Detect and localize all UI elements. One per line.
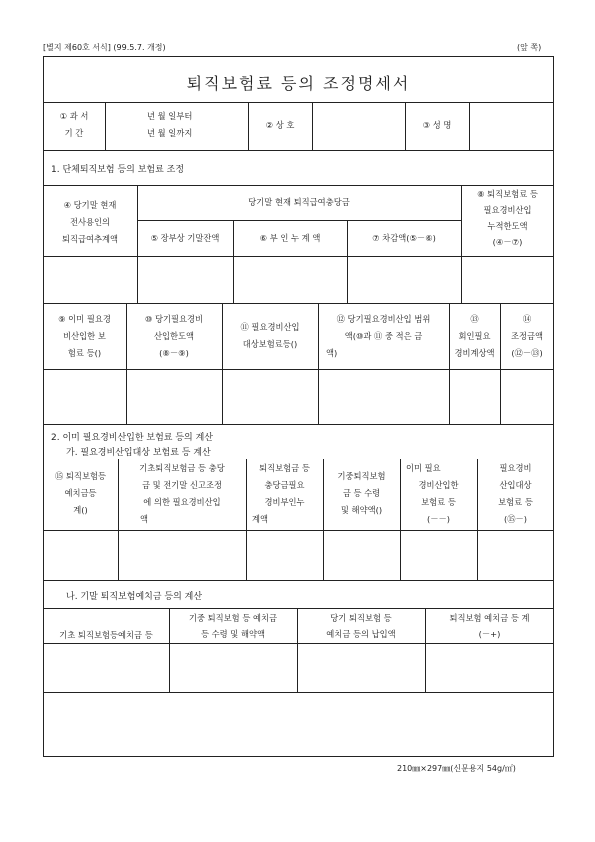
a6-line3: 보험료 등 (498, 497, 533, 507)
a1-line2: 예치금등 (64, 488, 97, 498)
col10-line2: 산입한도액 (153, 331, 195, 341)
rule-info-bottom (43, 150, 554, 151)
col6-header: ⑥ 부 인 누 계 액 (259, 233, 321, 243)
b2-line1: 기중 퇴직보험 등 예치금 (188, 613, 278, 623)
name-label: ③ 성 명 (422, 120, 452, 130)
col14-line2: 조정금액 (510, 331, 544, 341)
col14-line3: (⑫－⑬) (511, 348, 543, 358)
b2-line2: 등 수령 및 해약액 (200, 629, 266, 639)
vline (469, 102, 470, 150)
a1-line1: ⑮ 퇴직보험등 (54, 471, 106, 481)
rule-a-data-bottom (43, 580, 554, 581)
a3-line1: 퇴직보험금 등 (259, 463, 310, 473)
a2-line4: 액 (140, 514, 149, 524)
a6-line4: (⑮－) (503, 514, 528, 524)
page-side-label: (앞 쪽) (517, 43, 542, 52)
rule-sub-b-heading (43, 608, 554, 609)
col9-line3: 험료 등() (67, 348, 102, 358)
period-label-1: ① 과 서 (59, 111, 89, 121)
rule-group-header (137, 220, 461, 221)
section2-sub-b: 나. 기말 퇴직보험예치금 등의 계산 (66, 592, 203, 602)
vline (312, 102, 313, 150)
col12-line2: 액(⑩과 ⑪ 중 적은 금 (344, 331, 423, 341)
rule-row1-data-bottom (43, 303, 554, 304)
rule-row1-header-bottom (43, 256, 554, 257)
col8-line2: 필요경비산입 (483, 205, 532, 215)
a4-line2: 금 등 수령 (342, 488, 381, 498)
a6-line2: 산입대상 (499, 480, 532, 490)
a4-line3: 및 해약액() (340, 505, 383, 515)
a5-line1: 이미 필요 (406, 463, 441, 473)
rule-row2-data-bottom (43, 424, 554, 425)
form-id: [별지 제60호 서식] (99.5.7. 개정) (43, 43, 166, 52)
b1-header: 기초 퇴직보험등예치금 등 (59, 630, 153, 640)
vline (105, 102, 106, 150)
col13-line2: 회인필요 (458, 331, 491, 341)
rule-title-bottom (43, 102, 554, 103)
rule-b-data-bottom (43, 692, 554, 693)
b4-line1: 퇴직보험 예치금 등 계 (449, 613, 530, 623)
col4-line3: 퇴직급여추계액 (61, 234, 119, 244)
a2-line2: 금 및 전기말 신고조정 (141, 480, 223, 490)
col4-line1: ④ 당기말 현재 (63, 200, 117, 210)
period-label-2: 기 간 (64, 128, 84, 138)
col9-line2: 비산입한 보 (63, 331, 106, 341)
a1-line3: 계() (73, 505, 88, 515)
col10-line1: ⑩ 당기필요경비 (144, 314, 204, 324)
group-header: 당기말 현재 퇴직급여충당금 (248, 197, 350, 207)
col13-line3: 경비계상액 (454, 348, 495, 358)
a2-line3: 에 의한 필요경비산입 (143, 497, 221, 507)
section1-heading: 1. 단체퇴직보험 등의 보험료 조정 (51, 165, 185, 175)
a3-line4: 계액 (252, 514, 269, 524)
a5-line4: (－－) (426, 514, 451, 524)
col8-line3: 누적한도액 (487, 221, 528, 231)
col14-line1: ⑭ (522, 314, 532, 324)
col5-header: ⑤ 장부상 기말잔액 (150, 233, 220, 243)
page-title: 퇴직보험료 등의 조정명세서 (186, 74, 411, 93)
b3-line1: 당기 퇴직보험 등 (330, 613, 392, 623)
col8-line4: (④－⑦) (492, 237, 523, 247)
a3-line3: 경비부인누 (264, 497, 305, 507)
col12-line3: 액) (326, 348, 338, 358)
a5-line2: 경비산입한 (418, 480, 459, 490)
col10-line3: (⑧－⑨) (159, 348, 189, 358)
period-from: 년 월 일부터 (147, 111, 193, 121)
a3-line2: 충당금필요 (264, 480, 305, 490)
col7-header: ⑦ 차감액(⑤－⑥) (372, 233, 436, 243)
paper-spec-footer: 210㎜×297㎜(신문용지 54g/㎡) (397, 764, 516, 773)
col8-line1: ⑧ 퇴직보험료 등 (477, 189, 538, 199)
a2-line1: 기초퇴직보험금 등 충당 (139, 463, 225, 473)
col12-line1: ⑫ 당기필요경비산입 범위 (336, 314, 431, 324)
b3-line2: 예치금 등의 납입액 (326, 629, 396, 639)
section2-sub-a: 가. 필요경비산입대상 보험료 등 계산 (66, 448, 211, 458)
col11-line2: 대상보험료등() (242, 339, 298, 349)
a5-line3: 보험료 등 (421, 497, 456, 507)
section2-heading: 2. 이미 필요경비산입한 보험료 등의 계산 (51, 433, 213, 443)
col13-line1: ⑬ (470, 314, 479, 324)
rule-row2-header-bottom (43, 369, 554, 370)
col9-line1: ⑨ 이미 필요경 (58, 314, 111, 324)
a6-line1: 필요경비 (499, 463, 532, 473)
b4-line2: (－+) (478, 629, 501, 639)
company-label: ② 상 호 (265, 120, 295, 130)
col4-line2: 전사용인의 (69, 217, 111, 227)
col11-line1: ⑪ 필요경비산입 (240, 322, 300, 332)
a4-line1: 기중퇴직보험 (337, 471, 386, 481)
period-to: 년 월 일까지 (147, 128, 193, 138)
